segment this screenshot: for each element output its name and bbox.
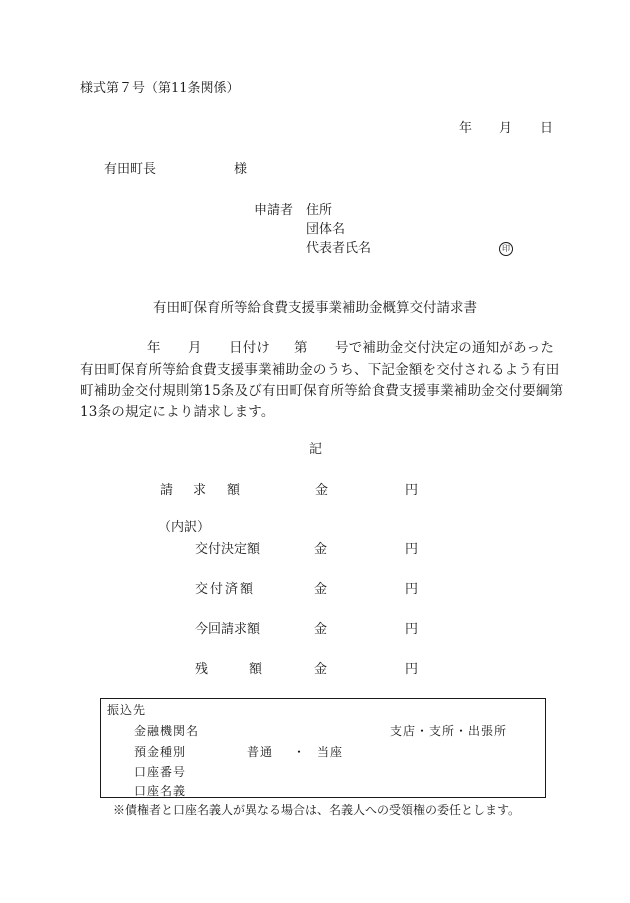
body-line1-rest: 号で補助金交付決定の通知があった	[335, 340, 555, 356]
body-line3: 町補助金交付規則第15条及び有田町保育所等給食費支援事業補助金交付要綱第	[80, 383, 564, 399]
document-title: 有田町保育所等給食費支援事業補助金概算交付請求書	[153, 300, 477, 316]
breakdown-decided-yen: 円	[405, 542, 419, 557]
request-yen: 円	[405, 483, 419, 498]
seal-icon: 印	[499, 241, 513, 256]
bank-account-type-label: 預金種別	[134, 745, 187, 759]
bank-account-type-dot: ・	[293, 745, 307, 759]
form-number: 様式第７号（第11条関係）	[80, 81, 240, 96]
breakdown-decided-label: 交付決定額	[195, 542, 261, 557]
body-month: 月	[188, 340, 202, 356]
bank-account-number-label: 口座番号	[134, 765, 187, 779]
date-day: 日	[540, 121, 554, 136]
addressee-honorific: 様	[234, 162, 248, 177]
breakdown-current-yen: 円	[405, 622, 419, 637]
ki-heading: 記	[309, 442, 323, 457]
body-year: 年	[147, 340, 161, 356]
breakdown-remaining-kin: 金	[314, 662, 328, 677]
breakdown-paid-kin: 金	[314, 582, 328, 597]
body-line4: 13条の規定により請求します。	[80, 404, 275, 420]
breakdown-remaining-yen: 円	[405, 662, 419, 677]
date-year: 年	[459, 121, 473, 136]
bank-account-type-ordinary: 普通	[247, 745, 274, 759]
bank-institution-label: 金融機関名	[134, 724, 200, 738]
breakdown-current-kin: 金	[314, 622, 328, 637]
breakdown-remaining-label-a: 残	[195, 662, 209, 677]
applicant-organization-label: 団体名	[306, 222, 346, 237]
request-label-1: 請	[160, 483, 174, 498]
bank-transfer-box	[100, 698, 546, 798]
breakdown-remaining-label-b: 額	[249, 662, 263, 677]
bank-account-name-label: 口座名義	[134, 784, 187, 798]
request-label-3: 額	[227, 483, 241, 498]
bank-account-type-current: 当座	[317, 745, 344, 759]
applicant-label: 申請者	[254, 203, 294, 218]
footnote: ※債権者と口座名義人が異なる場合は、名義人への受領権の委任とします。	[113, 803, 521, 817]
breakdown-paid-yen: 円	[405, 582, 419, 597]
request-label-2: 求	[193, 483, 207, 498]
request-kin: 金	[315, 483, 329, 498]
body-line2: 有田町保育所等給食費支援事業補助金のうち、下記金額を交付されるよう有田	[80, 362, 560, 378]
bank-header: 振込先	[107, 703, 147, 717]
bank-branch-options: 支店・支所・出張所	[390, 724, 508, 738]
date-month: 月	[499, 121, 513, 136]
addressee-name: 有田町長	[104, 162, 157, 177]
applicant-representative-label: 代表者氏名	[306, 241, 372, 256]
breakdown-header: （内訳）	[158, 520, 211, 535]
applicant-address-label: 住所	[306, 203, 333, 218]
breakdown-paid-label: 交付済額	[195, 582, 256, 597]
body-no-prefix: 第	[294, 340, 308, 356]
breakdown-current-label: 今回請求額	[195, 622, 261, 637]
breakdown-decided-kin: 金	[314, 542, 328, 557]
body-dated: 日付け	[229, 340, 271, 356]
